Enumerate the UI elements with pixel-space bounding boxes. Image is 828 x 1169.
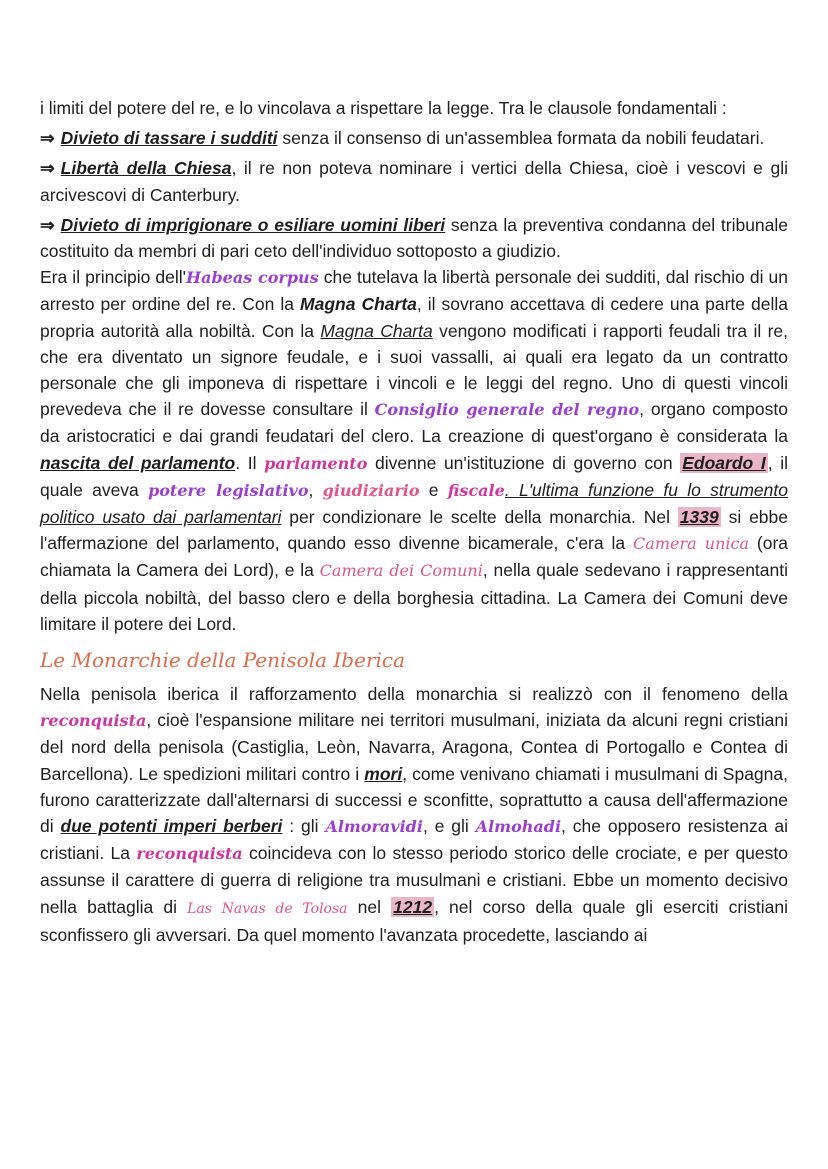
term-magna-charta: Magna Charta — [300, 294, 417, 315]
term-nascita-parlamento: nascita del parlamento — [40, 452, 236, 473]
term-imperi-berberi: due potenti imperi berberi — [60, 816, 283, 837]
term-habeas-corpus: Habeas corpus — [186, 268, 319, 288]
term-edoardo: Edoardo I — [682, 452, 766, 473]
arrow-icon: ⇒ — [40, 158, 55, 179]
term-reconquista-2: reconquista — [136, 844, 243, 864]
term-almoravidi: Almoravidi — [325, 817, 423, 837]
section-heading: Le Monarchie della Penisola Iberica — [40, 648, 406, 673]
year-1212: 1212 — [393, 896, 433, 917]
term-camera-unica: Camera unica — [633, 534, 749, 554]
clause-chiesa: ⇒ Libertà della Chiesa, il re non poteva nominare i vertici della Chiesa, cioè i vescovi e gli arcivescovi di Canterbury. — [40, 158, 788, 205]
clause-title: Libertà della Chiesa — [60, 158, 232, 179]
term-mori: mori — [364, 763, 403, 784]
year-1339: 1339 — [679, 507, 719, 528]
term-las-navas: Las Navas de Tolosa — [187, 900, 348, 917]
arrow-icon: ⇒ — [40, 128, 55, 149]
arrow-icon: ⇒ — [40, 214, 55, 235]
clause-title: Divieto di tassare i sudditi — [60, 128, 278, 149]
ultima-funzione: L'ultima funzione fu lo strumento politico usato dai parlamentari — [40, 479, 788, 528]
clause-tassare: ⇒ Divieto di tassare i sudditi senza il consenso di un'assemblea formata da nobili feudatari. — [40, 128, 765, 149]
term-reconquista: reconquista — [40, 711, 147, 731]
term-giudiziario: giudiziario — [322, 480, 420, 500]
term-fiscale: fiscale — [447, 480, 505, 500]
clause-imprigionare: ⇒ Divieto di imprigionare o esiliare uomini liberi senza la preventiva condanna del tribunale costituito da membri di pari ceto dell'individuo sottoposto a giudizio. — [40, 214, 789, 262]
iberica-paragraph: Nella penisola iberica il rafforzamento della monarchia si realizzò con il fenomeno della reconquista, cioè l'espansione militare nei territori musulmani, iniziata da alcuni regni cristiani del nord della penisola (Castiglia, Leòn, Navarra, Aragona, Contea di Portogallo e Contea di Barcellona). Le spedizioni militari contro i mori, come venivano chiamati i musulmani di Spagna, furono caratterizzate dall'alternarsi di successi e sconfitte, soprattutto a causa dell'affermazione di due potenti imperi berberi : gli Almoravidi, e gli Almohadi, che opposero resistenza ai cristiani. La reconquista coincideva con lo stesso periodo storico delle crociate, e per questo assunse il carattere di guerra di religione tra musulmani e cristiani. Ebbe un momento decisivo nella battaglia di Las Navas de Tolosa nel 1212 , nel corso della quale gli eserciti cristiani sconfissero gli avversari. Da quel momento l'avanzata procedette, lasciando ai — [40, 684, 788, 945]
term-consiglio: Consiglio generale del regno — [374, 400, 640, 420]
term-camera-comuni: Camera dei Comuni — [319, 561, 483, 581]
term-magna-charta-2: Magna Charta — [320, 320, 433, 341]
clause-title: Divieto di imprigionare o esiliare uomini liberi — [60, 214, 446, 235]
magna-charta-paragraph: Era il principio dell'Habeas corpus che tutelava la libertà personale dei sudditi, dal rischio di un arresto per ordine del re. Con la Magna Charta, il sovrano accettava di cedere una parte della propria autorità alla nobiltà. Con la Magna Charta vengono modificati i rapporti feudali tra il re, che era diventato un signore feudale, e i suoi vassalli, ai quali era legato da un contratto personale che gli imponeva di rispettare i vincoli e le leggi del regno. Uno di questi vincoli prevedeva che il re dovesse consultare il Consiglio generale del regno, organo composto da aristocratici e dai grandi feudatari del clero. La creazione di quest'organo è considerata la nascita del parlamento. Il parlamento divenne un'istituzione di governo con Edoardo I , il quale aveva potere legislativo, giudiziario e fiscale. L'ultima funzione fu lo strumento politico usato dai parlamentari per condizionare le scelte della monarchia. Nel 1339 si ebbe l'affermazione del parlamento, quando esso divenne bicamerale, c'era la Camera unica (ora chiamata la Camera dei Lord), e la Camera dei Comuni, nella quale sedevano i rappresentanti della piccola nobiltà, del basso clero e della borghesia cittadina. La Camera dei Comuni deve limitare il potere dei Lord. — [40, 267, 789, 634]
term-almohadi: Almohadi — [475, 817, 562, 837]
term-potere-legislativo: potere legislativo — [148, 480, 309, 500]
term-parlamento: parlamento — [264, 453, 368, 473]
intro-paragraph: i limiti del potere del re, e lo vincolava a rispettare la legge. Tra le clausole fondamentali : — [40, 98, 727, 118]
